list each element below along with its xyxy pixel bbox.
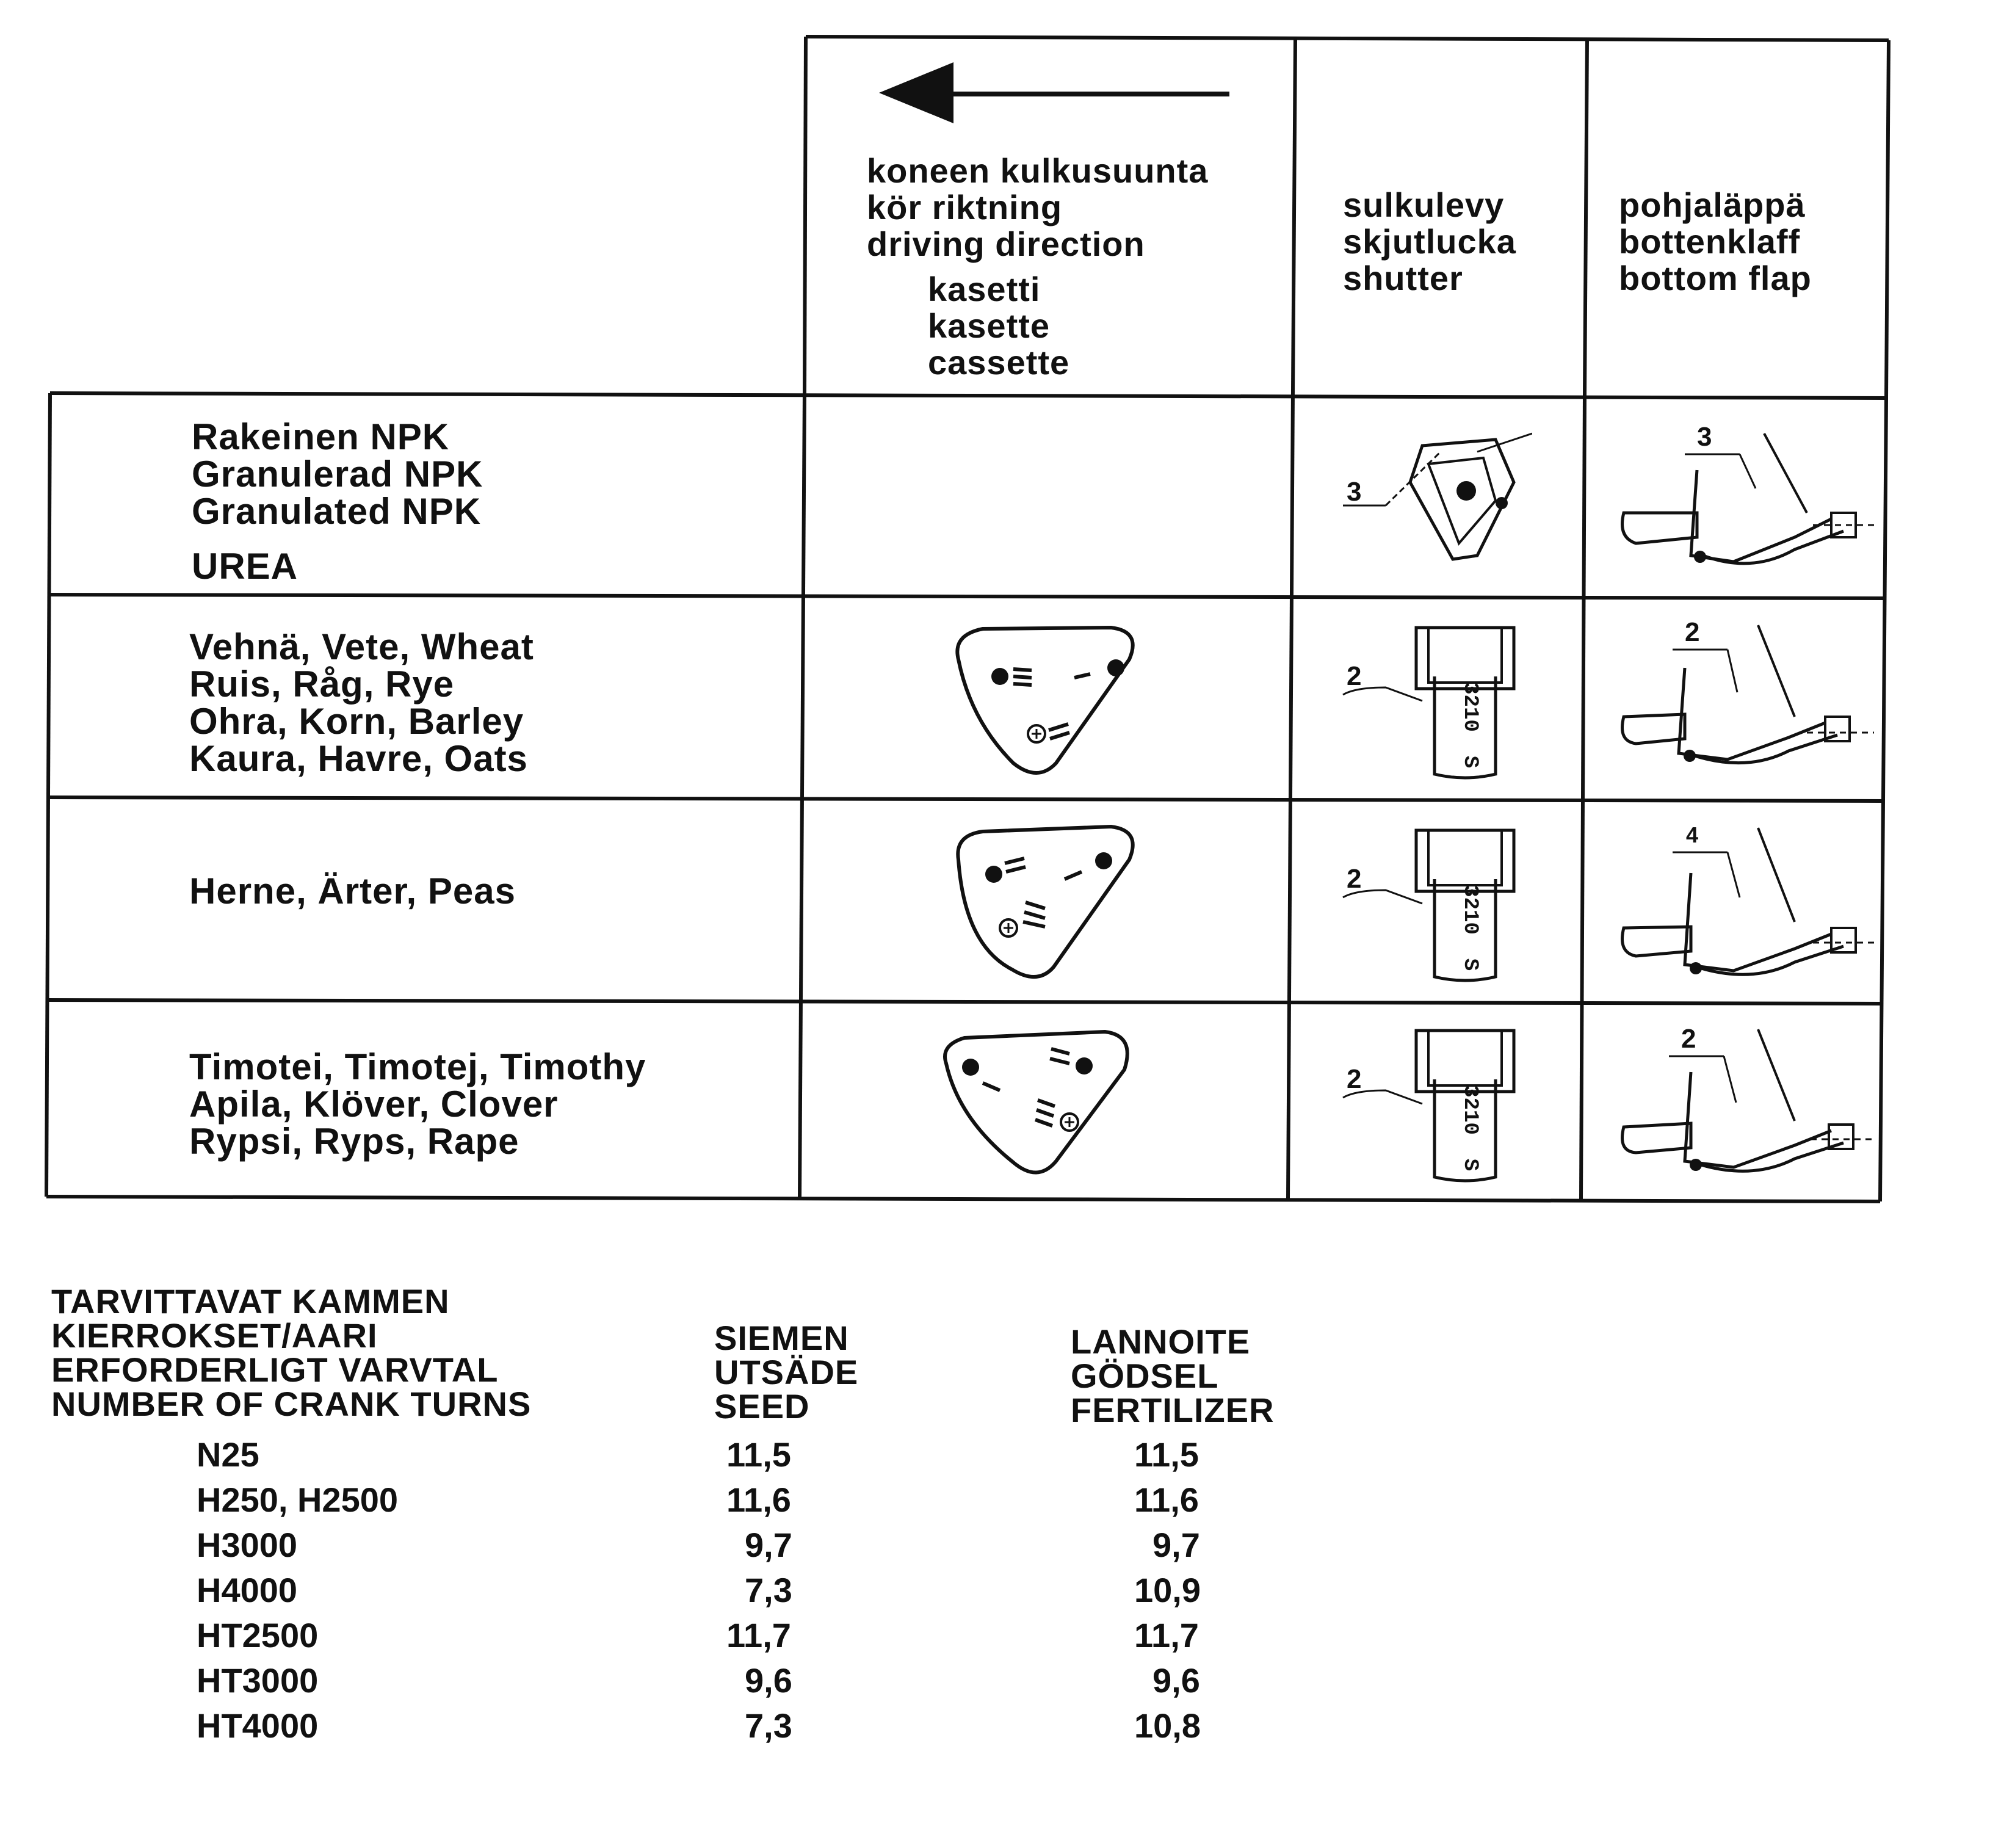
cassette-timothy-icon — [934, 1027, 1135, 1179]
fert-sv: GÖDSEL — [1071, 1357, 1219, 1395]
flap-timothy-number: 2 — [1681, 1024, 1696, 1054]
model-row — [0, 1435, 1990, 1480]
model-seed: 11,6 — [726, 1480, 791, 1519]
shutter-wheat-number: 2 — [1347, 661, 1362, 691]
flap-wheat-number: 2 — [1685, 617, 1700, 647]
model-name: HT3000 — [197, 1661, 319, 1700]
shutter-peas-code-suffix: S — [1458, 958, 1482, 971]
model-seed: 11,5 — [726, 1435, 791, 1474]
direction-sv: kör riktning — [867, 188, 1063, 226]
shutter-peas-code: 3210 — [1458, 885, 1482, 935]
model-name: HT2500 — [197, 1616, 319, 1654]
crank-title-line-2: KIERROKSET/AARI — [51, 1316, 378, 1355]
shutter-fi: sulkulevy — [1343, 186, 1505, 224]
bottom-flap-timothy-icon — [1612, 1017, 1880, 1194]
model-fert: 9,6 — [1152, 1661, 1200, 1700]
cassette-sv: kasette — [928, 306, 1051, 345]
model-row — [0, 1480, 1990, 1525]
direction-arrow-icon — [879, 61, 1233, 128]
row-2-line-3: Ohra, Korn, Barley — [189, 701, 524, 742]
direction-en: driving direction — [867, 225, 1145, 263]
cassette-wheat-icon — [946, 623, 1148, 775]
row-4-line-3: Rypsi, Ryps, Rape — [189, 1121, 519, 1162]
seed-header — [714, 1321, 858, 1424]
seed-en: SEED — [714, 1387, 810, 1426]
model-name: HT4000 — [197, 1706, 319, 1745]
model-row — [0, 1525, 1990, 1570]
row-2-line-4: Kaura, Havre, Oats — [189, 738, 528, 779]
shutter-peas-icon — [1331, 818, 1532, 989]
model-fert: 11,7 — [1134, 1616, 1199, 1654]
row-3-line-1: Herne, Ärter, Peas — [189, 871, 516, 911]
model-fert: 10,8 — [1134, 1706, 1201, 1745]
shutter-timothy-code-suffix: S — [1458, 1158, 1482, 1172]
cassette-fi: kasetti — [928, 270, 1041, 308]
seed-fi: SIEMEN — [714, 1319, 849, 1357]
flap-npk-number: 3 — [1697, 422, 1712, 452]
flap-sv: bottenklaff — [1619, 222, 1801, 261]
model-fert: 11,6 — [1134, 1480, 1199, 1519]
shutter-timothy-code: 3210 — [1458, 1085, 1482, 1135]
model-row — [0, 1706, 1990, 1751]
shutter-sv: skjutlucka — [1343, 222, 1516, 261]
row-4-label — [189, 1046, 646, 1162]
shutter-peas-number: 2 — [1347, 864, 1362, 894]
crank-title-line-1: TARVITTAVAT KAMMEN — [51, 1282, 450, 1321]
crank-title-line-3: ERFORDERLIGT VARVTAL — [51, 1350, 499, 1389]
cassette-en: cassette — [928, 343, 1070, 382]
shutter-wheat-icon — [1331, 615, 1532, 786]
shutter-npk-number: 3 — [1347, 477, 1362, 507]
bottom-flap-wheat-icon — [1612, 613, 1880, 790]
model-row — [0, 1661, 1990, 1706]
model-fert: 9,7 — [1152, 1526, 1200, 1564]
flap-fi: pohjaläppä — [1619, 186, 1806, 224]
shutter-timothy-icon — [1331, 1018, 1532, 1189]
model-fert: 10,9 — [1134, 1571, 1201, 1609]
shutter-timothy-number: 2 — [1347, 1064, 1362, 1094]
row-1-line-3: Granulated NPK — [192, 491, 482, 532]
row-3-label — [189, 873, 516, 910]
model-seed: 9,6 — [745, 1661, 792, 1700]
model-row — [0, 1570, 1990, 1615]
fert-en: FERTILIZER — [1071, 1391, 1275, 1429]
cassette-header — [928, 272, 1069, 382]
shutter-wheat-code-suffix: S — [1458, 755, 1482, 769]
crank-title-line-4: NUMBER OF CRANK TURNS — [51, 1385, 532, 1423]
bottom-flap-header — [1619, 188, 1812, 298]
model-fert: 11,5 — [1134, 1435, 1199, 1474]
row-2-line-2: Ruis, Råg, Rye — [189, 664, 455, 705]
crank-title — [51, 1282, 532, 1423]
model-seed: 11,7 — [726, 1616, 791, 1654]
model-seed: 9,7 — [745, 1526, 792, 1564]
shutter-wheat-code: 3210 — [1458, 682, 1482, 732]
model-name: H250, H2500 — [197, 1480, 399, 1519]
flap-peas-number: 4 — [1686, 822, 1699, 847]
model-name: H4000 — [197, 1571, 298, 1609]
fertilizer-header — [1071, 1322, 1275, 1429]
model-row — [0, 1615, 1990, 1661]
shutter-header — [1343, 188, 1516, 298]
row-4-line-1: Timotei, Timotej, Timothy — [189, 1046, 646, 1087]
shutter-en: shutter — [1343, 259, 1463, 297]
model-name: H3000 — [197, 1526, 298, 1564]
model-seed: 7,3 — [745, 1571, 792, 1609]
row-1-line-1: Rakeinen NPK — [192, 416, 450, 457]
bottom-flap-peas-icon — [1612, 818, 1880, 995]
row-1-extra: UREA — [192, 546, 298, 587]
row-4-line-2: Apila, Klöver, Clover — [189, 1084, 559, 1125]
row-1-line-2: Granulerad NPK — [192, 454, 483, 495]
model-seed: 7,3 — [745, 1706, 792, 1745]
row-1-label — [192, 416, 483, 532]
flap-en: bottom flap — [1619, 259, 1812, 297]
direction-fi: koneen kulkusuunta — [867, 151, 1209, 190]
fert-fi: LANNOITE — [1071, 1322, 1251, 1361]
row-2-line-1: Vehnä, Vete, Wheat — [189, 626, 534, 667]
cassette-peas-icon — [946, 823, 1148, 982]
bottom-flap-npk-icon — [1612, 415, 1880, 592]
row-2-label — [189, 626, 534, 779]
seed-sv: UTSÄDE — [714, 1353, 859, 1391]
shutter-npk-icon — [1331, 427, 1532, 574]
direction-header — [867, 151, 1209, 264]
model-name: N25 — [197, 1435, 259, 1474]
